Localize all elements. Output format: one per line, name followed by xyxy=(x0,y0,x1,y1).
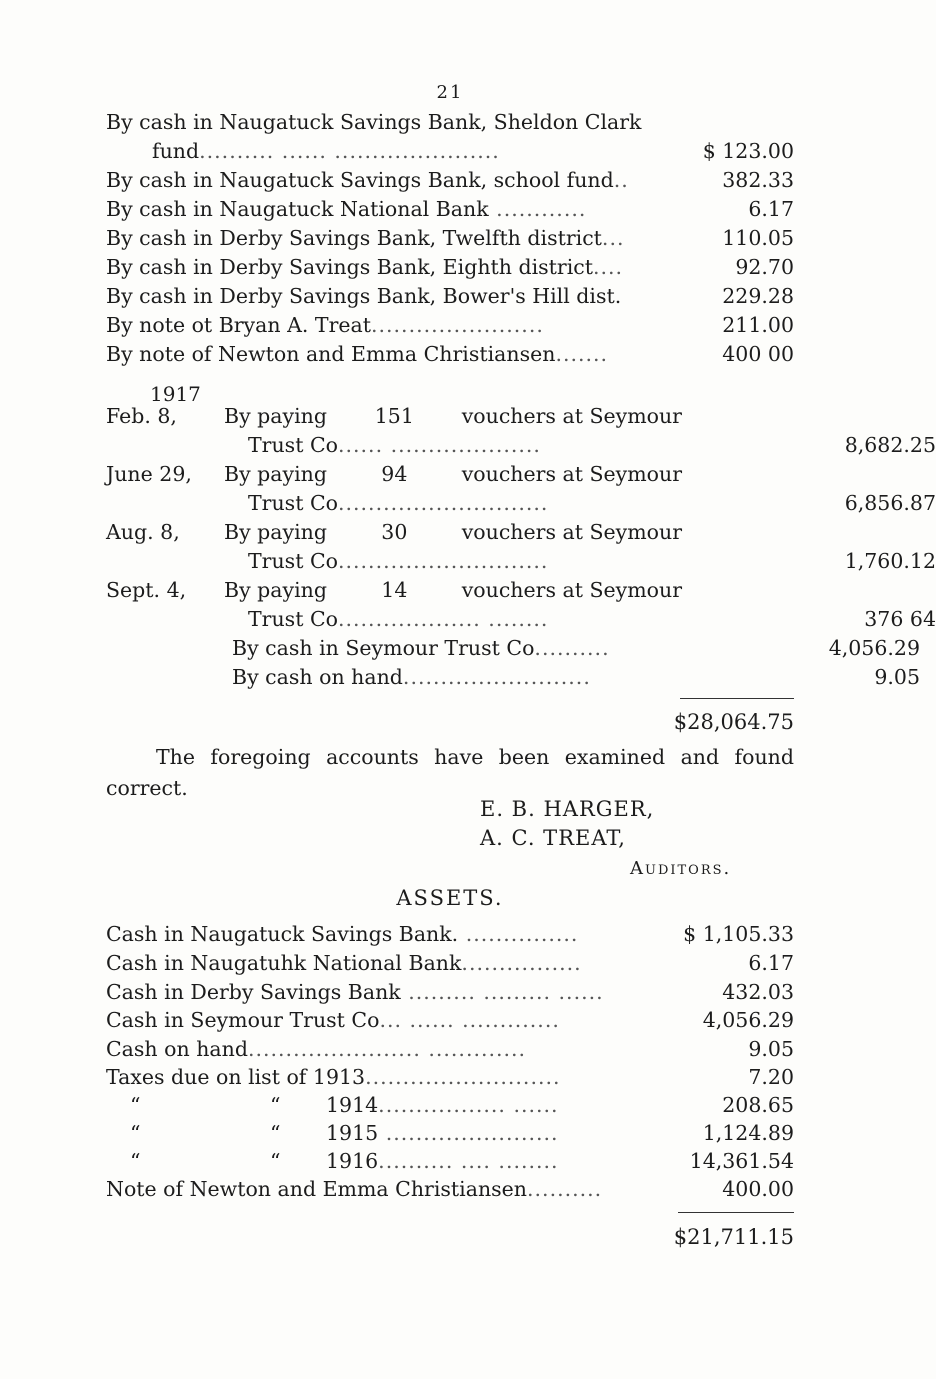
voucher-payee: Trust Co xyxy=(248,491,338,515)
voucher-date: Feb. 8, xyxy=(106,404,177,428)
audit-text-line1: The foregoing accounts have been examined and found xyxy=(156,745,794,769)
tax-ditto-line: “ “ 1915 ....................... 1,124.89 xyxy=(106,1121,794,1150)
audit-text-line2: correct. xyxy=(106,776,188,800)
asset-label: Note of Newton and Emma Christiansen xyxy=(106,1177,528,1201)
ditto-mark: “ xyxy=(130,1149,141,1173)
voucher-payee-line: Trust Co............................ 6,856.87 xyxy=(248,491,936,515)
ledger-line xyxy=(106,284,794,313)
ledger-line: By note of Newton and Emma Christiansen....... 400 00 xyxy=(106,342,794,366)
ditto-mark: “ xyxy=(130,1093,141,1117)
tax-ditto-line: “ “ 1916.......... .... ........ 14,361.54 xyxy=(106,1149,794,1178)
asset-amount: 6.17 xyxy=(748,951,794,975)
ledger-label: By cash in Derby Savings Bank, Eighth district xyxy=(106,255,593,279)
disbursements-total: $28,064.75 xyxy=(673,710,794,734)
tax-amount: 208.65 xyxy=(722,1093,794,1117)
ledger-label: By cash in Seymour Trust Co xyxy=(232,636,535,660)
ledger-line: By cash in Derby Savings Bank, Eighth district.... 92.70 xyxy=(106,255,794,279)
voucher-date: Aug. 8, xyxy=(106,520,180,544)
asset-label: Cash in Seymour Trust Co xyxy=(106,1008,380,1032)
ledger-amount: 400 00 xyxy=(722,342,794,366)
ledger-label: fund xyxy=(152,139,200,163)
voucher-paying: By paying xyxy=(224,404,327,428)
asset-amount: 4,056.29 xyxy=(702,1008,794,1032)
ledger-line: By cash in Seymour Trust Co.......... 4,056.29 xyxy=(232,636,920,660)
ledger-label: By cash in Derby Savings Bank, Bower's Hill dist. xyxy=(106,284,622,308)
ledger-label: By note of Newton and Emma Christiansen xyxy=(106,342,556,366)
voucher-line xyxy=(106,578,794,607)
tax-year: 1914 xyxy=(326,1093,379,1117)
auditor-signature-2: A. C. TREAT, xyxy=(480,826,626,850)
ledger-line: By cash in Naugatuck Savings Bank, school fund.. 382.33 xyxy=(106,168,794,192)
page-number: 21 xyxy=(436,82,464,103)
voucher-count: 151 xyxy=(374,404,414,428)
voucher-rest: vouchers at Seymour xyxy=(461,404,682,428)
asset-amount: 400.00 xyxy=(722,1177,794,1201)
voucher-date: June 29, xyxy=(106,462,192,486)
voucher-date: Sept. 4, xyxy=(106,578,187,602)
assets-total: $21,711.15 xyxy=(673,1225,794,1249)
asset-amount: 432.03 xyxy=(722,980,794,1004)
ledger-line xyxy=(106,110,794,139)
voucher-line xyxy=(106,462,794,491)
ledger-label: By cash on hand xyxy=(232,665,403,689)
asset-label: Cash in Naugatuck Savings Bank. xyxy=(106,922,459,946)
ledger-amount: $ 123.00 xyxy=(702,139,794,163)
asset-line: Note of Newton and Emma Christiansen.......... 400.00 xyxy=(106,1177,794,1201)
voucher-paying: By paying xyxy=(224,462,327,486)
voucher-paying: By paying xyxy=(224,578,327,602)
ledger-label: By cash in Naugatuck Savings Bank, Sheldon Clark xyxy=(106,110,642,134)
ledger-amount: 229.28 xyxy=(722,284,794,308)
ditto-mark: “ xyxy=(270,1093,281,1117)
tax-ditto-line: “ “ 1914................. ...... 208.65 xyxy=(106,1093,794,1122)
ledger-amount: 110.05 xyxy=(722,226,794,250)
voucher-line xyxy=(106,520,794,549)
asset-label: Cash in Derby Savings Bank xyxy=(106,980,401,1004)
asset-label: Cash on hand xyxy=(106,1037,248,1061)
voucher-payee-line: Trust Co...... .................... 8,682.25 xyxy=(248,433,936,457)
ledger-label: By note ot Bryan A. Treat xyxy=(106,313,371,337)
ledger-line: By cash in Derby Savings Bank, Twelfth district... 110.05 xyxy=(106,226,794,250)
ledger-amount: 9.05 xyxy=(874,665,920,689)
ledger-line: By cash on hand......................... 9.05 xyxy=(232,665,920,689)
tax-year: 1916 xyxy=(326,1149,379,1173)
voucher-count: 14 xyxy=(381,578,408,602)
asset-line: Cash in Derby Savings Bank ......... ......... ...... 432.03 xyxy=(106,980,794,1004)
asset-line: Cash in Seymour Trust Co... ...... ............. 4,056.29 xyxy=(106,1008,794,1032)
ledger-label: By cash in Naugatuck Savings Bank, school fund xyxy=(106,168,614,192)
sum-rule xyxy=(680,698,794,699)
asset-amount: 7.20 xyxy=(748,1065,794,1089)
ledger-label: By cash in Derby Savings Bank, Twelfth district xyxy=(106,226,602,250)
voucher-amount: 376 64 xyxy=(864,607,936,631)
ledger-amount: 6.17 xyxy=(748,197,794,221)
assets-heading: ASSETS. xyxy=(396,886,504,910)
voucher-amount: 1,760.12 xyxy=(844,549,936,573)
voucher-payee: Trust Co xyxy=(248,549,338,573)
tax-amount: 14,361.54 xyxy=(689,1149,794,1173)
voucher-count: 30 xyxy=(381,520,408,544)
ditto-mark: “ xyxy=(130,1121,141,1145)
voucher-amount: 6,856.87 xyxy=(844,491,936,515)
ledger-amount: 4,056.29 xyxy=(828,636,920,660)
tax-amount: 1,124.89 xyxy=(702,1121,794,1145)
voucher-payee: Trust Co xyxy=(248,433,338,457)
asset-amount: 9.05 xyxy=(748,1037,794,1061)
ditto-mark: “ xyxy=(270,1149,281,1173)
asset-line: Cash in Naugatuck Savings Bank. ............... $ 1,105.33 xyxy=(106,922,794,946)
voucher-line xyxy=(106,404,794,433)
asset-label: Taxes due on list of 1913 xyxy=(106,1065,366,1089)
voucher-payee-line: Trust Co................... ........ 376 64 xyxy=(248,607,936,631)
sum-rule xyxy=(678,1212,794,1213)
ledger-label: By cash in Naugatuck National Bank xyxy=(106,197,489,221)
ditto-mark: “ xyxy=(270,1121,281,1145)
asset-line: Cash on hand....................... ............. 9.05 xyxy=(106,1037,794,1061)
ledger-line: By cash in Naugatuck National Bank ............ 6.17 xyxy=(106,197,794,221)
ledger-amount: 211.00 xyxy=(722,313,794,337)
voucher-rest: vouchers at Seymour xyxy=(461,462,682,486)
voucher-rest: vouchers at Seymour xyxy=(461,520,682,544)
asset-label: Cash in Naugatuhk National Bank xyxy=(106,951,462,975)
ledger-amount: 382.33 xyxy=(722,168,794,192)
voucher-rest: vouchers at Seymour xyxy=(461,578,682,602)
auditors-title: Auditors. xyxy=(630,858,732,879)
voucher-count: 94 xyxy=(381,462,408,486)
voucher-amount: 8,682.25 xyxy=(844,433,936,457)
asset-line: Cash in Naugatuhk National Bank................ 6.17 xyxy=(106,951,794,975)
voucher-paying: By paying xyxy=(224,520,327,544)
voucher-payee-line: Trust Co............................ 1,760.12 xyxy=(248,549,936,573)
tax-year: 1915 xyxy=(326,1121,379,1145)
asset-amount: $ 1,105.33 xyxy=(683,922,794,946)
ledger-amount: 92.70 xyxy=(735,255,794,279)
audit-statement xyxy=(106,742,794,804)
asset-line: Taxes due on list of 1913.......................... 7.20 xyxy=(106,1065,794,1089)
ledger-line: By note ot Bryan A. Treat....................... 211.00 xyxy=(106,313,794,337)
year-heading: 1917 xyxy=(150,382,201,406)
auditor-signature-1: E. B. HARGER, xyxy=(480,797,655,821)
voucher-payee: Trust Co xyxy=(248,607,338,631)
ledger-line: fund.......... ...... ...................... $ 123.00 xyxy=(152,139,794,163)
